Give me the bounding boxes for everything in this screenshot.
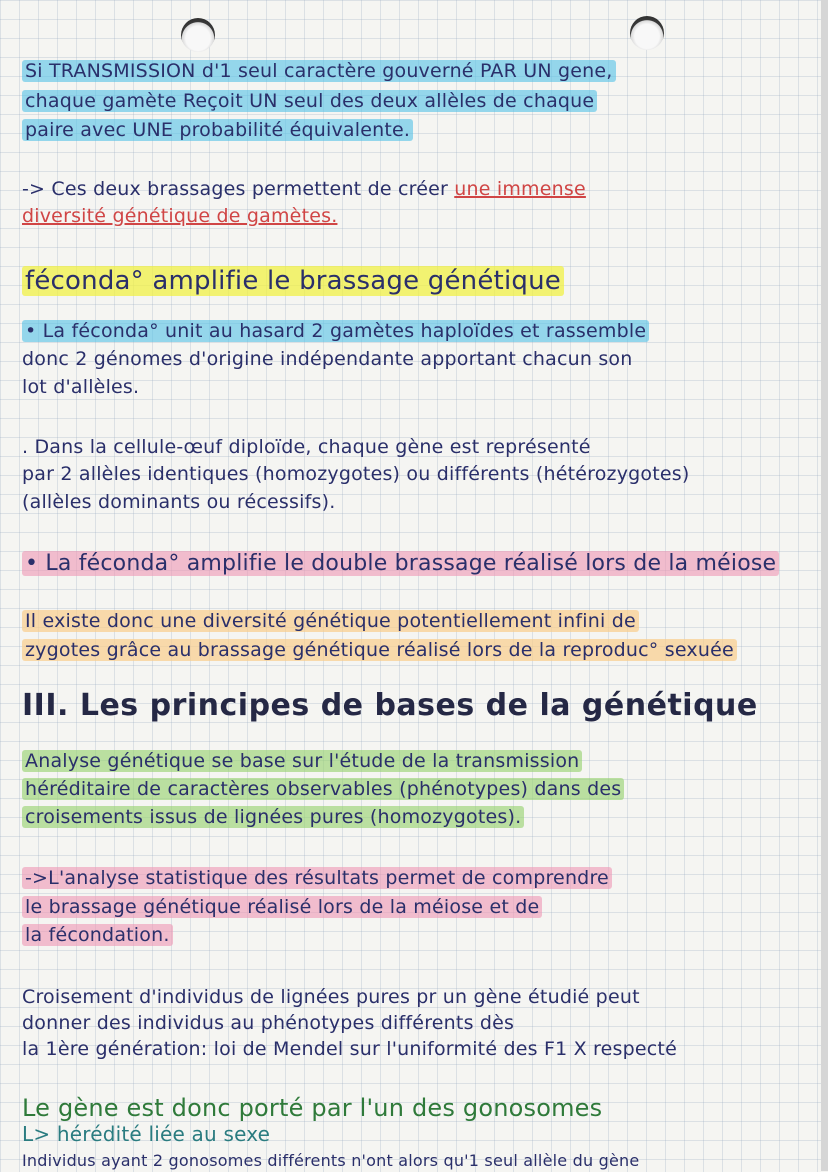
binder-hole-right [630,16,664,50]
binder-hole-left [181,18,215,52]
note-line: par 2 allèles identiques (homozygotes) ou différents (hétérozygotes) [22,463,690,485]
page-edge [821,0,828,1171]
note-line [22,552,814,575]
note-line: L> hérédité liée au sexe [22,1122,271,1146]
note-line: (allèles dominants ou récessifs). [22,491,336,513]
note-line [22,178,814,201]
note-line [22,320,814,343]
highlighted-text: • La féconda° amplifie le double brassage réalisé lors de la méiose [22,551,779,576]
highlighted-text: héréditaire de caractères observables (phénotypes) dans des [22,778,624,800]
note-line: Le gène est donc porté par l'un des gonosomes [22,1094,603,1122]
emphasis-text: une immense [454,178,586,200]
note-line: donner des individus au phénotypes différents dès [22,1012,515,1034]
note-line [22,610,814,633]
highlighted-text: le brassage génétique réalisé lors de la méiose et de [22,896,542,918]
note-line [22,750,814,773]
note-line: lot d'allèles. [22,376,140,398]
note-line [22,90,814,113]
note-line [22,778,814,801]
highlighted-text: la fécondation. [22,924,173,946]
highlighted-text: ->L'analyse statistique des résultats permet de comprendre [22,867,612,889]
note-line: Croisement d'individus de lignées pures pr un gène étudié peut [22,986,640,1008]
note-line [22,639,814,662]
note-line: Individus ayant 2 gonosomes différents n'ont alors qu'1 seul allèle du gène [22,1151,640,1170]
highlighted-text: croisements issus de lignées pures (homozygotes). [22,806,524,828]
arrow-text: -> Ces deux brassages permettent de créer [22,178,455,200]
emphasis-text: diversité génétique de gamètes. [22,205,338,227]
subheading [22,266,814,296]
note-line: . Dans la cellule-œuf diploïde, chaque gène est représenté [22,436,591,458]
note-line [22,896,814,919]
highlighted-text: zygotes grâce au brassage génétique réalisé lors de la reproduc° sexuée [22,639,737,661]
highlighted-text: Si TRANSMISSION d'1 seul caractère gouverné PAR UN gene, [22,60,616,82]
highlighted-text: Analyse génétique se base sur l'étude de la transmission [22,750,582,772]
note-line [22,205,814,228]
note-line: la 1ère génération: loi de Mendel sur l'uniformité des F1 X respecté [22,1038,677,1060]
note-line: donc 2 génomes d'origine indépendante apportant chacun son [22,348,633,370]
highlighted-text: Il existe donc une diversité génétique potentiellement infini de [22,610,639,632]
note-line [22,806,814,829]
note-line [22,924,814,947]
subheading-text: féconda° amplifie le brassage génétique [22,266,564,296]
note-line [22,867,814,890]
highlighted-text: chaque gamète Reçoit UN seul des deux allèles de chaque [22,90,597,112]
note-line [22,119,814,142]
note-line [22,60,814,83]
highlighted-text: paire avec UNE probabilité équivalente. [22,119,413,141]
section-title: III. Les principes de bases de la génétique [22,688,758,723]
highlighted-text: • La féconda° unit au hasard 2 gamètes haploïdes et rassemble [22,320,649,342]
